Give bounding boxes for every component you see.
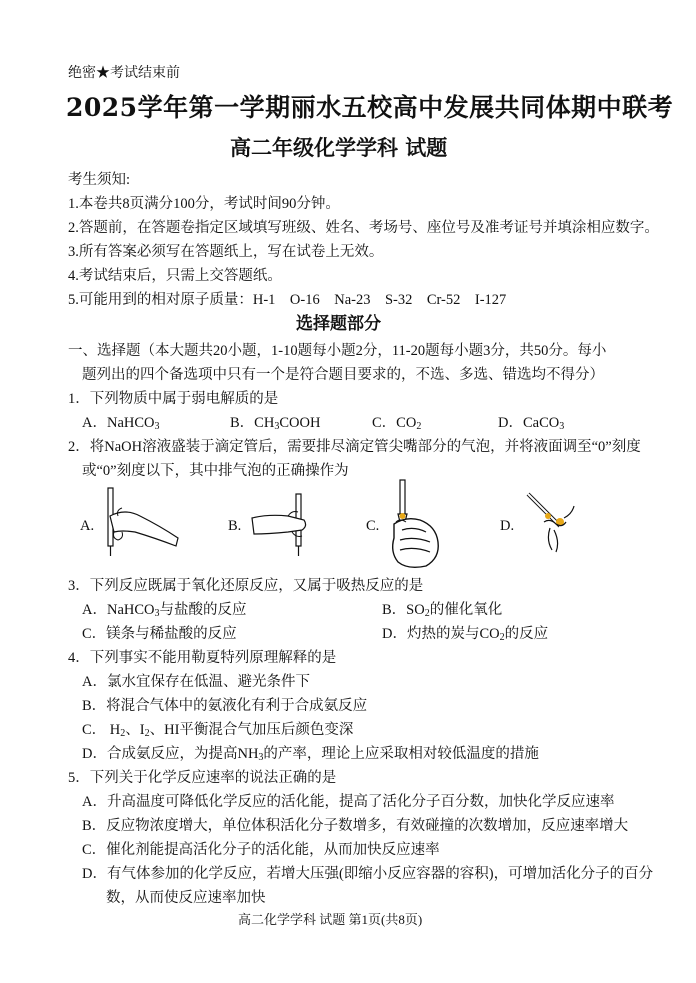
burette-figure-c — [386, 478, 446, 572]
q1-option-b: B．$CH_3COOH$ — [230, 415, 321, 432]
q5-option-d: D．有气体参加的化学反应，若增大压强(即缩小反应容器的容积)，可增加活化分子的百分 — [82, 866, 654, 882]
q2-label-a: A. — [80, 518, 95, 534]
question-4-stem: 4．下列事实不能用勒夏特列原理解释的是 — [68, 650, 337, 666]
question-3-stem: 3．下列反应既属于氧化还原反应，又属于吸热反应的是 — [68, 578, 424, 594]
burette-figure-a — [100, 486, 184, 568]
exam-subtitle: 高二年级化学学科 试题 — [230, 135, 448, 160]
q2-label-c: C. — [366, 518, 380, 534]
exam-title: 2025学年第一学期丽水五校高中发展共同体期中联考 — [66, 93, 674, 122]
q5-option-c: C．催化剂能提高活化分子的活化能，从而加快反应速率 — [82, 842, 440, 858]
q2-label-b: B. — [228, 518, 242, 534]
note-item: 3.所有答案必须写在答题纸上，写在试卷上无效。 — [68, 244, 384, 260]
q3-option-a: A．NaHCO$_3$与盐酸的反应 — [82, 602, 247, 619]
question-5-stem: 5．下列关于化学反应速率的说法正确的是 — [68, 770, 337, 786]
q5-option-a: A．升高温度可降低化学反应的活化能，提高了活化分子百分数，加快化学反应速率 — [82, 794, 615, 810]
section-intro: 题列出的四个备选项中只有一个是符合题目要求的，不选、多选、错选均不得分） — [82, 367, 604, 383]
note-item: 5.可能用到的相对原子质量：H-1 O-16 Na-23 S-32 Cr-52 I-127 — [68, 292, 507, 308]
q1-option-d: D．CaCO$_3$ — [498, 415, 565, 432]
q5-option-b: B．反应物浓度增大，单位体积活化分子数增多，有效碰撞的次数增加，反应速率增大 — [82, 818, 629, 834]
q2-label-d: D. — [500, 518, 515, 534]
note-item: 1.本卷共8页满分100分，考试时间90分钟。 — [68, 196, 340, 212]
question-2-stem: 2．将NaOH溶液盛装于滴定管后，需要排尽滴定管尖嘴部分的气泡，并将液面调至“0”刻度 — [68, 439, 641, 455]
q4-option-b: B．将混合气体中的氨液化有利于合成氨反应 — [82, 698, 368, 714]
q5-option-d-cont: 数，从而使反应速率加快 — [106, 890, 266, 906]
q1-option-a: A．NaHCO$_3$ — [82, 415, 160, 432]
burette-figure-d — [520, 488, 580, 558]
burette-figure-b — [248, 492, 320, 562]
q4-option-c: C． $H_2$、$I_2$、HI平衡混合气加压后颜色变深 — [82, 722, 354, 739]
question-2-stem: 或“0”刻度以下，其中排气泡的正确操作为 — [82, 463, 349, 479]
section-intro: 一、选择题（本大题共20小题，1-10题每小题2分，11-20题每小题3分，共50分。每小 — [68, 343, 607, 359]
note-item: 2.答题前，在答题卷指定区域填写班级、姓名、考场号、座位号及准考证号并填涂相应数字。 — [68, 220, 659, 236]
notes-heading: 考生须知: — [68, 172, 131, 188]
q3-option-b: B．$SO_2$的催化氧化 — [382, 602, 503, 619]
q4-option-a: A．氯水宜保存在低温、避光条件下 — [82, 674, 310, 690]
q3-option-d: D．灼热的炭与$CO_2$的反应 — [382, 626, 549, 643]
q4-option-d: D．合成氨反应，为提高$NH_3$的产率，理论上应采取相对较低温度的措施 — [82, 746, 539, 763]
page-footer: 高二化学学科 试题 第1页(共8页) — [238, 912, 423, 927]
note-item: 4.考试结束后，只需上交答题纸。 — [68, 268, 282, 284]
question-1-stem: 1．下列物质中属于弱电解质的是 — [68, 391, 279, 407]
q3-option-c: C．镁条与稀盐酸的反应 — [82, 626, 237, 642]
section-title: 选择题部分 — [296, 314, 381, 334]
confidential-mark: 绝密★考试结束前 — [68, 66, 180, 81]
q1-option-c: C．$CO_2$ — [372, 415, 422, 432]
